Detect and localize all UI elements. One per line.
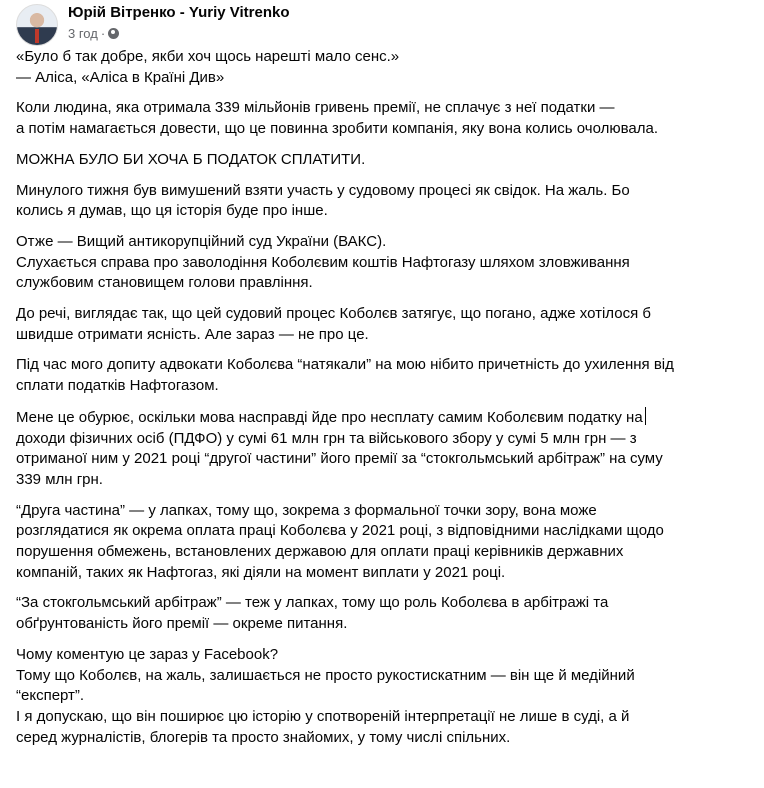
post-line: Чому коментую це зараз у Facebook? <box>16 645 279 663</box>
post-line: отриманої ним у 2021 році “другої частини” його премії за “стокгольмський арбітраж” на суму <box>16 450 663 468</box>
post-paragraph <box>16 407 748 491</box>
post-line: доходи фізичних осіб (ПДФО) у сумі 61 млн грн та військового збору у сумі 5 млн грн — з <box>16 429 637 447</box>
post-line: швидше отримати ясність. Але зараз — не про це. <box>16 325 369 343</box>
post-paragraph <box>16 232 748 294</box>
post-body <box>0 44 764 748</box>
post-line: — Аліса, «Аліса в Країні Див» <box>16 68 225 86</box>
post-paragraph <box>16 355 748 396</box>
post-line: розглядатися як окрема оплата праці Коболєва у 2021 році, з відповідними наслідками щодо <box>16 522 664 540</box>
post-paragraph <box>16 501 748 584</box>
post-line: Тому що Коболєв, на жаль, залишається не просто рукостискатним — він ще й медійний <box>16 666 635 684</box>
post-line: Коли людина, яка отримала 339 мільйонів гривень премії, не сплачує з неї податки — <box>16 99 615 117</box>
post-header <box>0 0 764 44</box>
post-meta <box>68 26 119 41</box>
post-line: серед журналістів, блогерів та просто знайомих, у тому числі спільних. <box>16 728 511 746</box>
post-line: обґрунтованість його премії — окреме питання. <box>16 615 348 633</box>
post-line: Під час мого допиту адвокати Коболєва “натякали” на мою нібито причетність до ухилення від <box>16 356 674 374</box>
post-line: Отже — Вищий антикорупційний суд України (ВАКС). <box>16 232 387 250</box>
meta-separator: · <box>100 26 106 41</box>
text-cursor <box>645 407 646 425</box>
post-line: “експерт”. <box>16 687 85 705</box>
avatar[interactable] <box>16 4 58 46</box>
post-line: Мене це обурює, оскільки мова насправді йде про несплату самим Коболєвим податку на <box>16 407 748 429</box>
author-name[interactable]: Юрій Вітренко - Yuriy Vitrenko <box>68 4 290 21</box>
post-paragraph <box>16 47 748 88</box>
post-line: 339 млн грн. <box>16 470 103 488</box>
post-paragraph <box>16 150 748 171</box>
post-line: а потім намагається довести, що це повинна зробити компанія, яку вона колись очолювала. <box>16 120 658 138</box>
post-line: МОЖНА БУЛО БИ ХОЧА Б ПОДАТОК СПЛАТИТИ. <box>16 150 366 168</box>
post-line: І я допускаю, що він поширює цю історію у спотвореній інтерпретації не лише в суді, а й <box>16 707 630 725</box>
post-paragraph <box>16 181 748 222</box>
post-line: компаній, таких як Нафтогаз, які діяли на момент виплати у 2021 році. <box>16 563 506 581</box>
post-line: службовим становищем голови правління. <box>16 274 313 292</box>
post-paragraph <box>16 593 748 634</box>
post-paragraph <box>16 98 748 139</box>
post-paragraph <box>16 645 748 749</box>
avatar-tie <box>35 29 39 43</box>
post-line: «Було б так добре, якби хоч щось нарешті мало сенс.» <box>16 48 400 65</box>
post-line: “Друга частина” — у лапках, тому що, зокрема з формальної точки зору, вона може <box>16 501 597 519</box>
post-line: колись я думав, що ця історія буде про інше. <box>16 202 328 220</box>
globe-icon[interactable] <box>108 28 119 39</box>
post-line: Слухається справа про заволодіння Коболєвим коштів Нафтогазу шляхом зловживання <box>16 253 630 271</box>
post-time[interactable]: 3 год <box>68 26 98 41</box>
post-paragraph <box>16 304 748 345</box>
post-line: Минулого тижня був вимушений взяти участь у судовому процесі як свідок. На жаль. Бо <box>16 181 630 199</box>
post-line: порушення обмежень, встановлених державою для оплати праці керівників державних <box>16 543 624 561</box>
post-line: сплати податків Нафтогазом. <box>16 377 219 395</box>
post-line: До речі, виглядає так, що цей судовий процес Коболєв затягує, що погано, адже хотілося б <box>16 305 651 323</box>
post-line: “За стокгольмський арбітраж” — теж у лапках, тому що роль Коболєва в арбітражі та <box>16 594 609 612</box>
